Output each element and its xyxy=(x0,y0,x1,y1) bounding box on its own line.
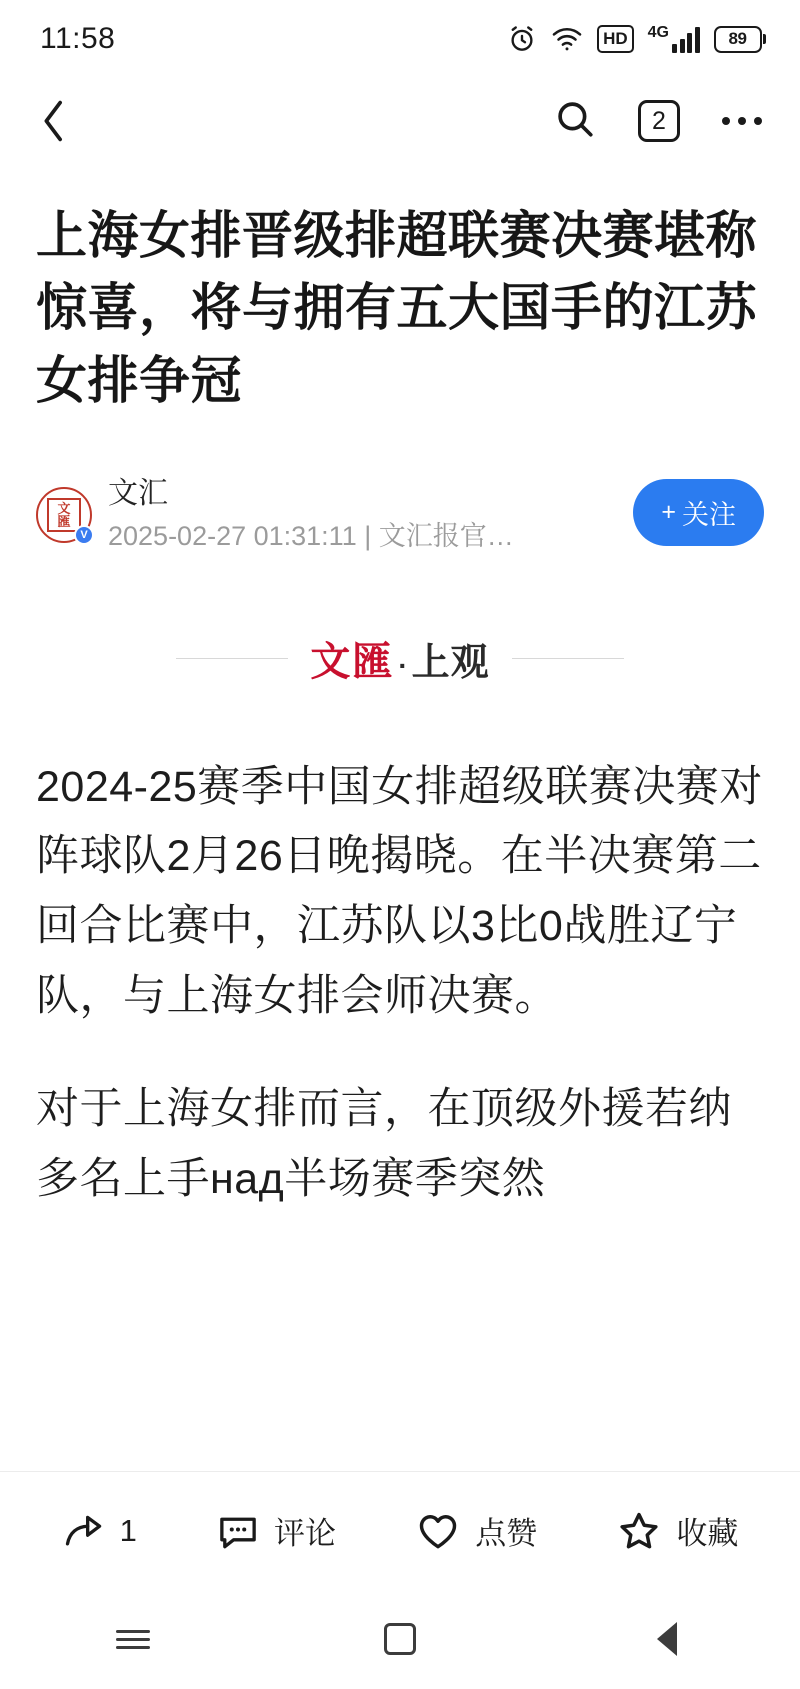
brand-mark xyxy=(310,630,489,687)
share-icon xyxy=(62,1509,106,1553)
byline-text xyxy=(108,475,617,554)
like-button[interactable] xyxy=(415,1508,537,1554)
avatar-char-top: 文 xyxy=(57,500,71,516)
share-button[interactable] xyxy=(62,1509,137,1553)
comment-button[interactable] xyxy=(216,1508,336,1553)
brand-dark-text: 上观 xyxy=(411,641,490,684)
article-meta xyxy=(108,519,617,554)
timestamp: 2025-02-27 01:31:11 xyxy=(108,520,357,551)
home-icon xyxy=(384,1623,416,1655)
follow-label: 关注 xyxy=(682,500,736,531)
system-back-button[interactable] xyxy=(629,1609,705,1669)
signal-4g-icon xyxy=(648,25,700,53)
favorite-label: 收藏 xyxy=(676,1516,739,1551)
like-label: 点赞 xyxy=(475,1516,538,1551)
comment-icon xyxy=(216,1509,260,1553)
divider-left xyxy=(176,658,288,659)
article-paragraph: 对于上海女排而言，在顶级外援若纳多名上手над半场赛季突然 xyxy=(36,1085,732,1204)
article-action-bar xyxy=(0,1471,800,1589)
back-chevron-icon xyxy=(37,98,71,144)
back-button[interactable] xyxy=(34,101,74,141)
recents-button[interactable] xyxy=(95,1609,171,1669)
brand-divider xyxy=(36,630,764,687)
page-title: 上海女排晋级排超联赛决赛堪称惊喜，将与拥有五大国手的江苏女排争冠 xyxy=(36,207,758,409)
verified-badge-icon: V xyxy=(74,525,94,545)
account-name: 文汇报官… xyxy=(378,520,514,551)
meta-separator: | xyxy=(364,520,372,551)
menu-icon xyxy=(116,1625,150,1654)
status-bar xyxy=(0,0,800,78)
alarm-icon xyxy=(507,24,537,54)
tab-count-button[interactable]: 2 xyxy=(638,100,680,142)
content-fade xyxy=(0,1397,800,1471)
browser-toolbar xyxy=(0,78,800,164)
search-button[interactable] xyxy=(554,98,596,145)
home-button[interactable] xyxy=(362,1609,438,1669)
battery-cap xyxy=(763,34,766,44)
battery-level: 89 xyxy=(714,26,762,53)
wifi-icon xyxy=(551,24,583,54)
comment-label: 评论 xyxy=(274,1516,337,1551)
heart-icon xyxy=(415,1508,461,1554)
network-type-label: 4G xyxy=(647,24,669,41)
hd-icon: HD xyxy=(597,25,634,53)
brand-red-text: 文匯 xyxy=(310,638,395,684)
article-content xyxy=(0,164,800,1471)
share-count: 1 xyxy=(119,1512,137,1548)
plus-icon: + xyxy=(661,498,676,527)
signal-bars-icon xyxy=(672,27,700,53)
divider-right xyxy=(512,658,624,659)
follow-button[interactable] xyxy=(633,479,764,546)
byline xyxy=(36,475,764,554)
more-options-icon xyxy=(722,117,730,125)
brand-dot: · xyxy=(398,649,408,681)
system-navigation-bar xyxy=(0,1589,800,1689)
status-icons xyxy=(507,24,766,54)
source-name[interactable]: 文汇 xyxy=(108,477,168,511)
system-back-icon xyxy=(657,1622,677,1656)
battery-icon xyxy=(714,26,767,53)
favorite-button[interactable] xyxy=(616,1508,738,1554)
publisher-logo-icon xyxy=(47,498,81,532)
search-icon xyxy=(554,98,596,140)
more-options-button[interactable] xyxy=(722,107,762,135)
avatar[interactable] xyxy=(36,487,92,543)
status-time: 11:58 xyxy=(40,22,116,55)
toolbar-actions xyxy=(554,98,762,145)
article-paragraph: 2024-25赛季中国女排超级联赛决赛对阵球队2月26日晚揭晓。在半决赛第二回合比赛中，江苏队以3比0战胜辽宁队，与上海女排会师决赛。 xyxy=(36,762,763,1020)
star-icon xyxy=(616,1508,662,1554)
avatar-char-bottom: 匯 xyxy=(57,513,71,529)
